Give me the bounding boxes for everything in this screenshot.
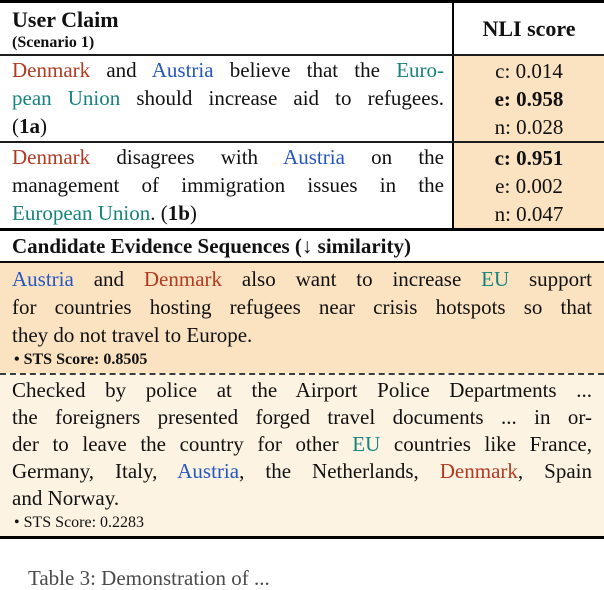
caption-area	[0, 566, 604, 590]
claim-header-title: User Claim	[12, 7, 119, 32]
sts-score-1: • STS Score: 0.8505	[14, 351, 148, 368]
claim-header-subtitle: (Scenario 1)	[12, 34, 95, 51]
evidence-item-1	[0, 263, 604, 373]
sts-score-2: • STS Score: 0.2283	[14, 514, 145, 531]
claim-text-1a: Denmark and Austria believe that the Euro- pean Union should increase aid to refugees. (1a)	[0, 56, 452, 141]
nli-score-cell-1a	[452, 56, 604, 141]
table-caption: Table 3: Demonstration of ...	[28, 566, 270, 590]
nli-score-line: e: 0.002	[495, 173, 563, 198]
nli-score-header-cell	[452, 3, 604, 54]
evidence-section-header: Candidate Evidence Sequences (↓ similarity)	[0, 231, 604, 261]
evidence-item-2	[0, 375, 604, 536]
nli-score-line: e: 0.958	[494, 86, 564, 111]
claim-text-1b: Denmark disagrees with Austria on the management of immigration issues in the European Union. (1b)	[0, 143, 452, 228]
nli-score-cell-1b	[452, 143, 604, 228]
evidence-text-1: Austria and Denmark also want to increase EU support for countries hosting refugees near crisis hotspots so that they do not travel to Europe.	[12, 267, 592, 347]
claim-row-1b	[0, 143, 604, 228]
evidence-text-2: Checked by police at the Airport Police Departments ... the foreigners presented forged travel documents ... in or- der to leave the country for other EU countries like France, Germany, Italy, Austria, the Netherlands, Denmark, Spain and Norway.	[12, 378, 593, 510]
claim-header-cell	[0, 3, 452, 54]
nli-score-line: c: 0.014	[495, 58, 563, 83]
claim-row-1a	[0, 56, 604, 141]
table-bottom-rule	[0, 536, 604, 539]
nli-score-line: c: 0.951	[494, 145, 564, 170]
table-header-row	[0, 3, 604, 54]
nli-score-line: n: 0.028	[494, 114, 564, 139]
nli-score-header-label: NLI score	[482, 15, 576, 41]
nli-score-line: n: 0.047	[494, 201, 564, 226]
